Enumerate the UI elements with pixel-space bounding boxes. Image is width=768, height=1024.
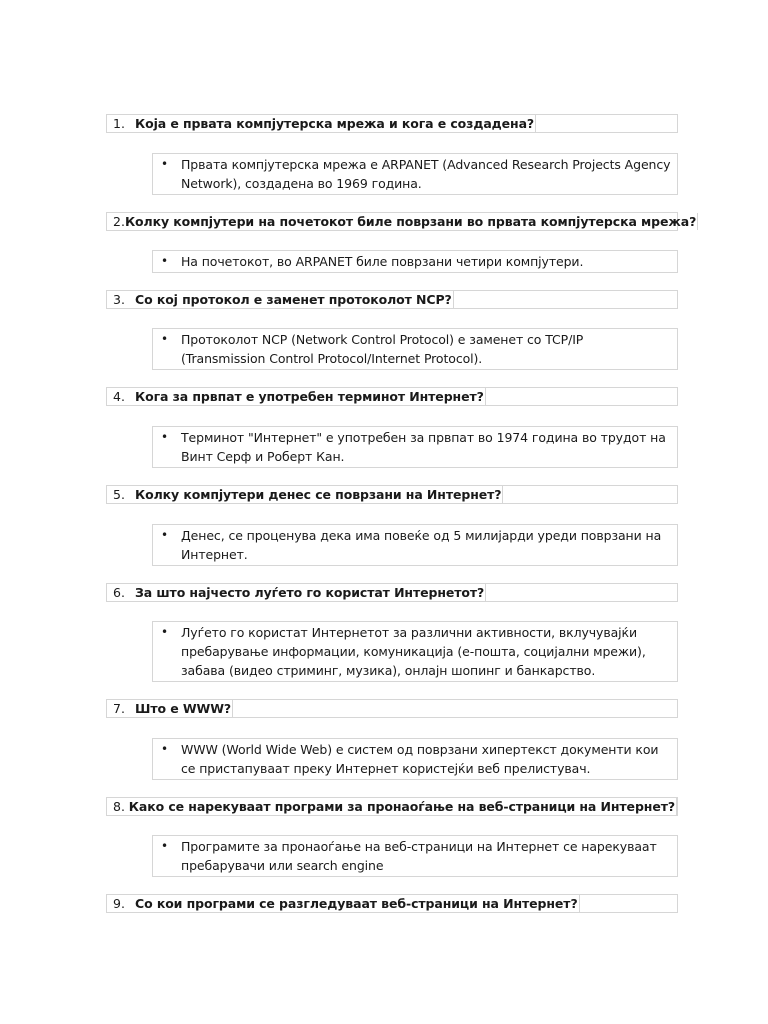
answer-text: Терминот "Интернет" е употребен за првпат во 1974 година во трудот на Винт Серф и Роберт Кан. (181, 430, 666, 464)
answer-text: На почетокот, во ARPANET биле поврзани четири компјутери. (181, 254, 584, 269)
question-row (106, 485, 678, 504)
question-row (106, 212, 697, 231)
answer-box (152, 426, 678, 468)
question-number: 9. (113, 896, 125, 911)
answer-text: Протоколот NCP (Network Control Protocol) е заменет со TCP/IP (Transmission Control Protocol/Internet Protocol). (181, 332, 584, 366)
bullet-icon: • (161, 839, 168, 853)
answer-box (152, 250, 678, 273)
bullet-icon: • (161, 430, 168, 444)
answer-text: Луѓето го користат Интернетот за различни активности, вклучувајќи пребарување информации, комуникација (е-пошта, социјални мрежи), забава (видео стриминг, музика), онлајн шопинг и банкарство. (181, 625, 646, 678)
question-text: Како се нарекуваат програми за пронаоѓање на веб-страници на Интернет? (128, 799, 675, 814)
answer-box (152, 621, 678, 682)
answer-box (152, 153, 678, 195)
question-row (106, 290, 678, 309)
question-text: Кога за првпат е употребен терминот Интернет? (135, 389, 484, 404)
answer-box (152, 328, 678, 370)
answer-text: WWW (World Wide Web) е систем од поврзани хипертекст документи кои се пристапуваат преку Интернет користејќи веб прелистувач. (181, 742, 659, 776)
question-row (106, 894, 678, 913)
question-text: Колку компјутери на почетокот биле поврзани во првата компјутерска мрежа? (124, 214, 697, 229)
question-row (106, 114, 678, 133)
bullet-icon: • (161, 254, 168, 268)
answer-box (152, 524, 678, 566)
answer-box (152, 835, 678, 877)
bullet-icon: • (161, 742, 168, 756)
question-text: Со кој протокол е заменет протоколот NCP? (135, 292, 452, 307)
answer-box (152, 738, 678, 780)
question-number: 4. (113, 389, 125, 404)
question-text: Што е WWW? (135, 701, 232, 716)
question-row (106, 797, 678, 816)
answer-text: Првата компјутерска мрежа е ARPANET (Advanced Research Projects Agency Network), создадена во 1969 година. (181, 157, 671, 191)
question-number: 6. (113, 585, 125, 600)
bullet-icon: • (161, 625, 168, 639)
question-number: 8. (113, 799, 125, 814)
question-text: Која е првата компјутерска мрежа и кога е создадена? (135, 116, 535, 131)
bullet-icon: • (161, 157, 168, 171)
bullet-icon: • (161, 332, 168, 346)
question-text: Колку компјутери денес се поврзани на Интернет? (135, 487, 502, 502)
answer-text: Денес, се проценува дека има повеќе од 5 милијарди уреди поврзани на Интернет. (181, 528, 662, 562)
question-text: За што најчесто луѓето го користат Интернетот? (135, 585, 485, 600)
bullet-icon: • (161, 528, 168, 542)
question-text: Со кои програми се разгледуваат веб-страници на Интернет? (135, 896, 578, 911)
question-number: 1. (113, 116, 125, 131)
question-number: 5. (113, 487, 125, 502)
question-number: 7. (113, 701, 125, 716)
question-row (106, 583, 678, 602)
answer-text: Програмите за пронаоѓање на веб-страници на Интернет се нарекуваат пребарувачи или search engine (181, 839, 657, 873)
question-row (106, 699, 678, 718)
question-number: 3. (113, 292, 125, 307)
question-number: 2. (113, 214, 125, 229)
question-row (106, 387, 678, 406)
